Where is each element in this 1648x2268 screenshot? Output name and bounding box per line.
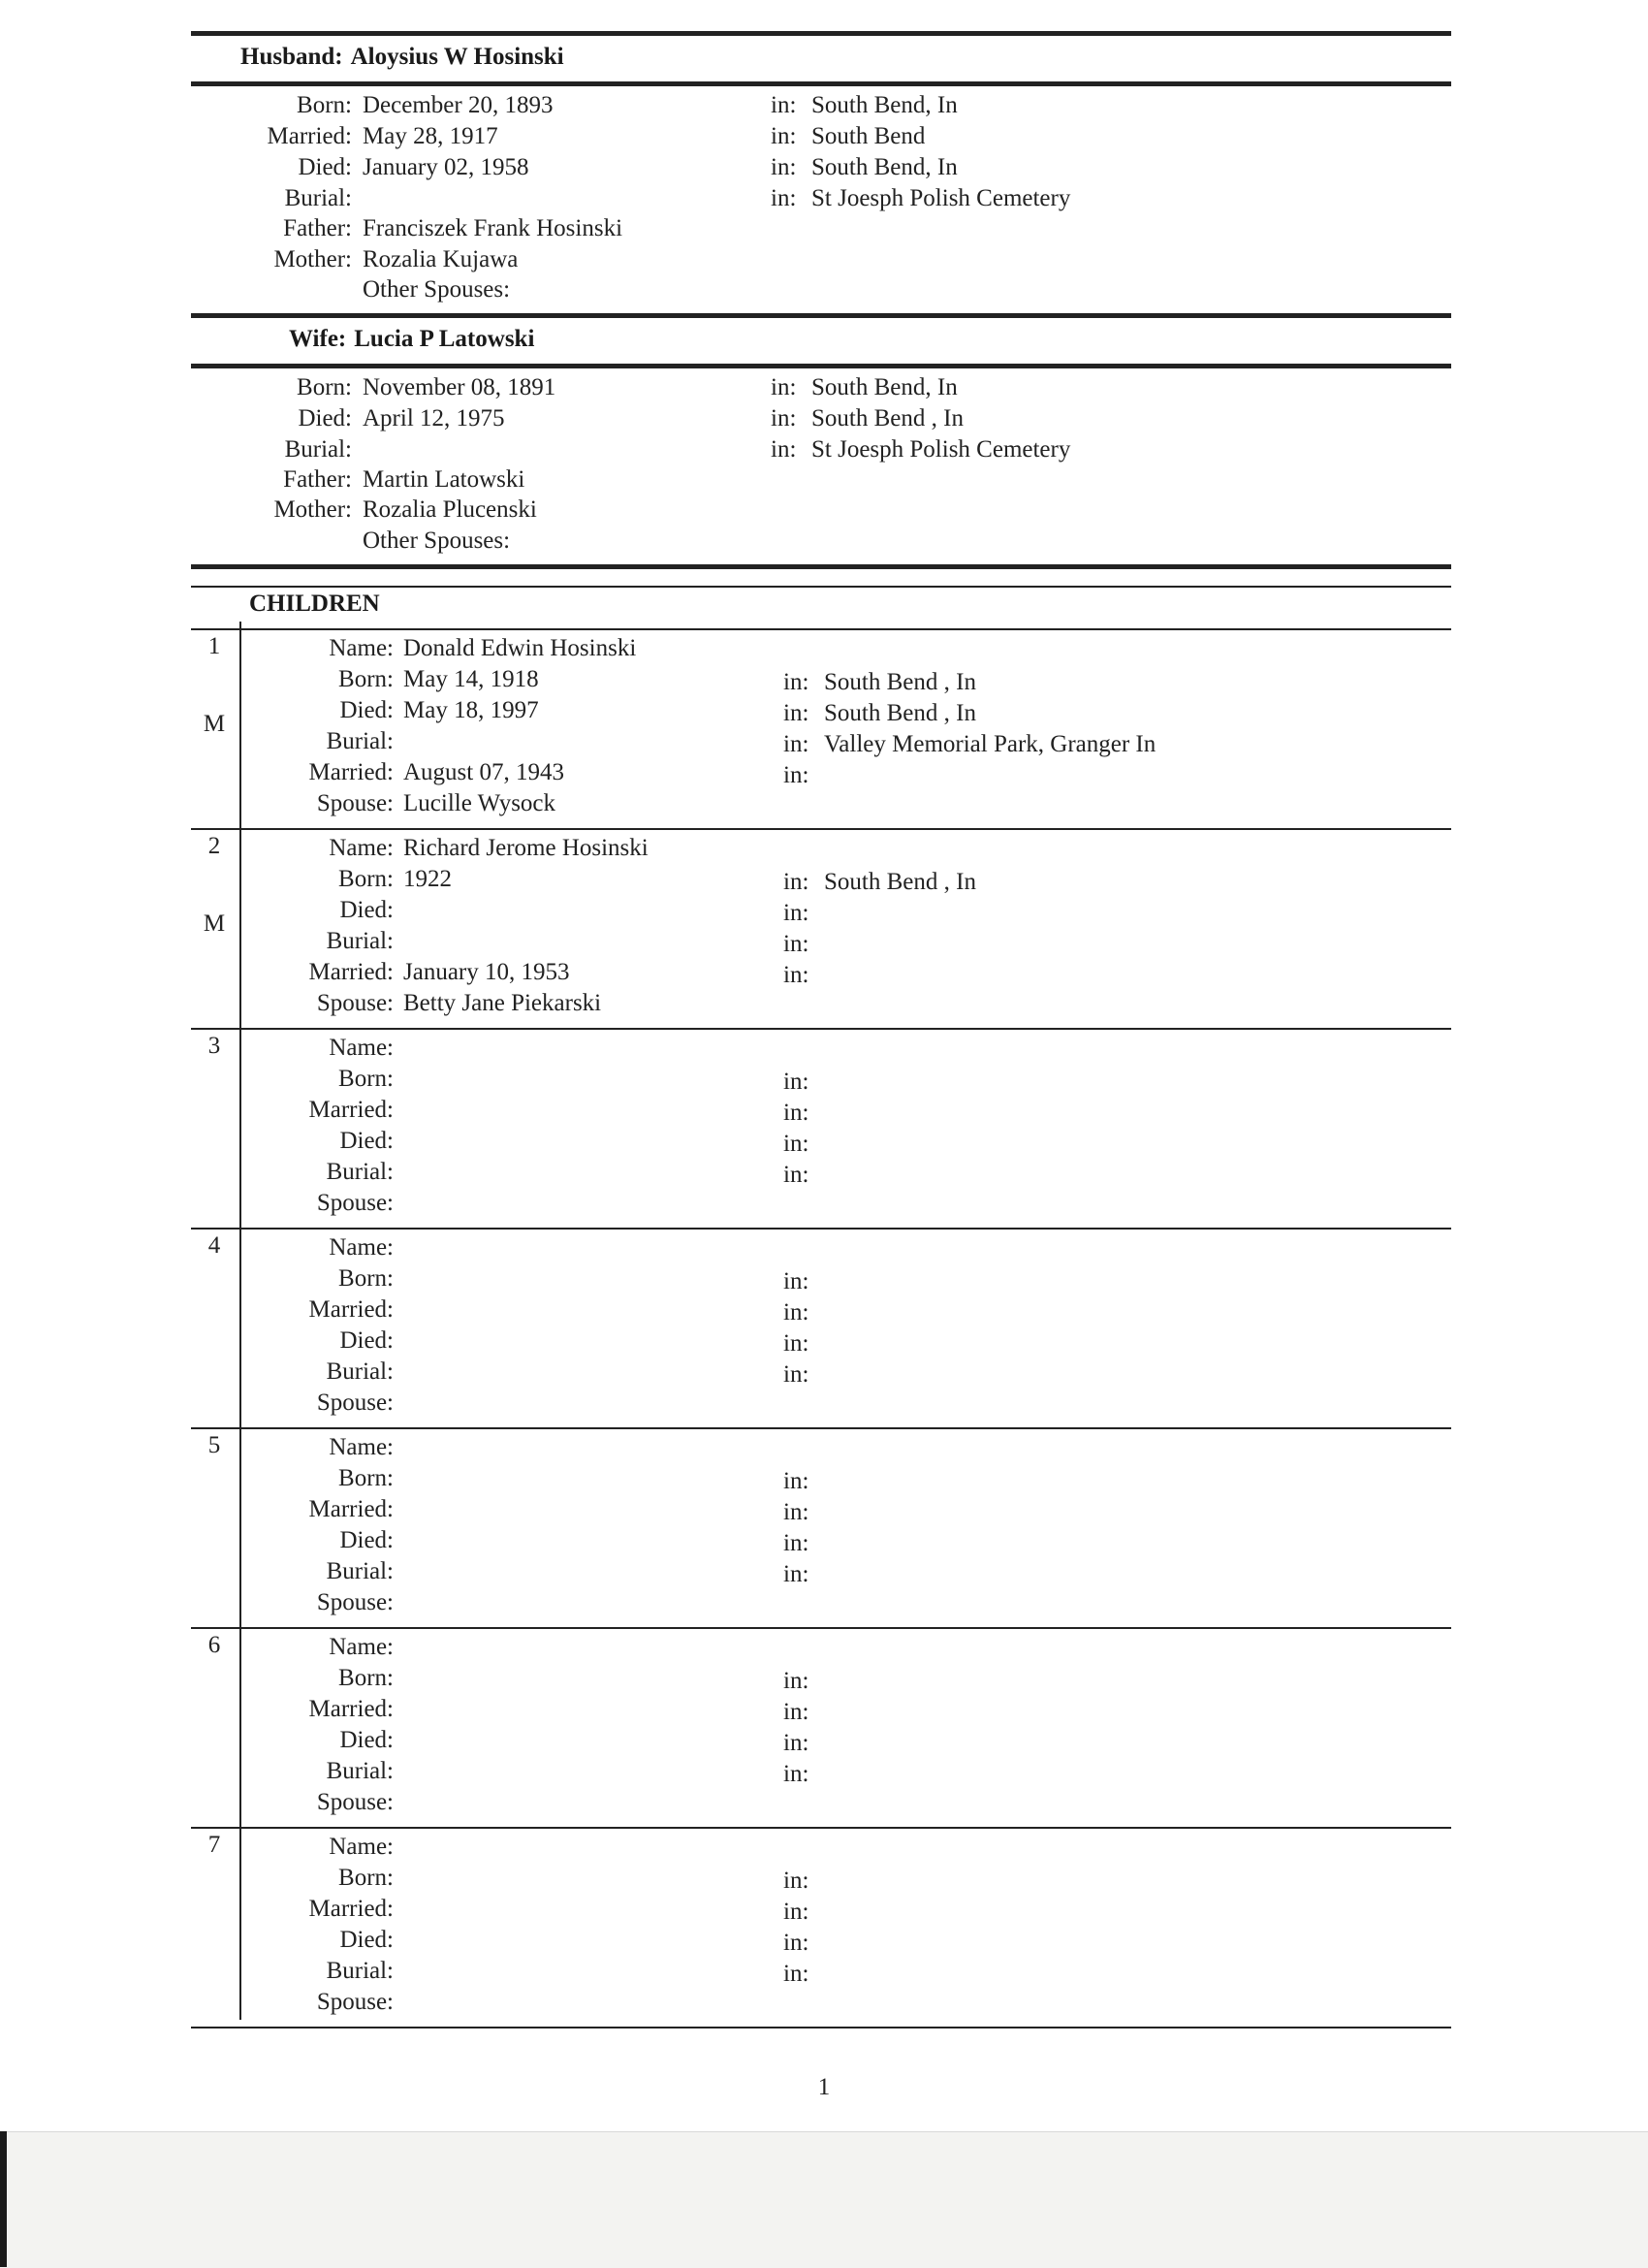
husband-born-date: December 20, 1893 [363,92,554,118]
child-field-label: Name: [329,835,394,861]
child-field-label: Married: [308,1896,394,1922]
child-field-label: Burial: [326,1558,394,1584]
child-field-value: May 18, 1997 [403,697,539,723]
child-in-label: in: [783,1730,809,1756]
scanner-background [0,2131,1648,2268]
children-divider-line [239,622,241,2020]
wife-top-rule [191,313,1451,318]
child-field-label: Spouse: [316,1190,394,1216]
husband-married-date: May 28, 1917 [363,123,498,149]
child-sex: M [203,910,226,937]
child-in-label: in: [783,1761,809,1787]
child-number: 1 [207,633,221,659]
wife-heading [289,325,534,354]
wife-died-date: April 12, 1975 [363,405,505,431]
child-in-label: in: [783,1330,809,1357]
child-in-label: in: [783,1361,809,1388]
child-field-label: Died: [339,697,394,723]
wife-born-place: South Bend, In [811,374,958,400]
child-separator-rule [191,1028,1451,1030]
children-top-rule [191,564,1451,569]
child-place: South Bend , In [824,869,976,895]
husband-burial-label: Burial: [284,185,352,211]
top-rule [191,31,1451,36]
child-field-label: Born: [338,1066,394,1092]
child-field-label: Burial: [326,1159,394,1185]
husband-married-in-label: in: [771,123,797,149]
wife-father-label: Father: [283,466,352,493]
child-in-label: in: [783,962,809,988]
child-in-label: in: [783,1699,809,1725]
child-field-label: Spouse: [316,1989,394,2015]
husband-died-in-label: in: [771,154,797,180]
child-in-label: in: [783,1468,809,1494]
child-separator-rule [191,828,1451,830]
child-field-label: Born: [338,666,394,692]
children-heading-rule [191,628,1451,630]
child-field-label: Name: [329,1634,394,1660]
child-field-label: Name: [329,1834,394,1860]
wife-burial-label: Burial: [284,436,352,463]
child-sex: M [203,711,226,737]
child-in-label: in: [783,1162,809,1188]
husband-rule [191,81,1451,86]
child-in-label: in: [783,931,809,957]
child-in-label: in: [783,1930,809,1956]
child-in-label: in: [783,900,809,926]
child-number: 2 [207,833,221,859]
child-number: 6 [207,1632,221,1658]
wife-burial-place: St Joesph Polish Cemetery [811,436,1071,463]
child-field-label: Married: [308,1097,394,1123]
child-separator-rule [191,1228,1451,1230]
wife-father: Martin Latowski [363,466,525,493]
husband-born-place: South Bend, In [811,92,958,118]
child-field-label: Burial: [326,928,394,954]
page-number: 1 [817,2074,831,2100]
child-in-label: in: [783,869,809,895]
child-field-label: Born: [338,1465,394,1491]
wife-born-date: November 08, 1891 [363,374,556,400]
husband-burial-place: St Joesph Polish Cemetery [811,185,1071,211]
child-field-value: May 14, 1918 [403,666,539,692]
husband-heading-label: Husband: [240,44,343,70]
child-field-label: Died: [339,1527,394,1553]
child-field-label: Burial: [326,1758,394,1784]
child-place: South Bend , In [824,700,976,726]
child-in-label: in: [783,1299,809,1326]
husband-born-in-label: in: [771,92,797,118]
child-in-label: in: [783,1100,809,1126]
child-field-label: Married: [308,1496,394,1522]
child-in-label: in: [783,1069,809,1095]
child-in-label: in: [783,1961,809,1987]
husband-other-spouses-label: Other Spouses: [363,276,511,303]
husband-died-label: Died: [298,154,352,180]
child-in-label: in: [783,731,809,757]
child-field-label: Died: [339,1128,394,1154]
child-in-label: in: [783,1268,809,1294]
child-field-value: August 07, 1943 [403,759,564,785]
children-heading: CHILDREN [249,591,380,617]
husband-father-label: Father: [283,215,352,241]
child-place: South Bend , In [824,669,976,695]
child-field-label: Died: [339,1927,394,1953]
child-field-label: Spouse: [316,1390,394,1416]
husband-born-label: Born: [297,92,352,118]
wife-other-spouses-label: Other Spouses: [363,527,511,554]
child-field-label: Married: [308,1696,394,1722]
child-separator-rule [191,2027,1451,2028]
wife-died-place: South Bend , In [811,405,964,431]
child-field-label: Born: [338,1665,394,1691]
child-field-label: Died: [339,1727,394,1753]
child-in-label: in: [783,1499,809,1525]
child-field-label: Born: [338,1265,394,1292]
child-field-label: Name: [329,635,394,661]
child-field-label: Spouse: [316,790,394,816]
husband-father: Franciszek Frank Hosinski [363,215,623,241]
child-field-label: Spouse: [316,990,394,1016]
child-separator-rule [191,1827,1451,1829]
child-field-label: Married: [308,959,394,985]
child-in-label: in: [783,700,809,726]
child-field-value: January 10, 1953 [403,959,570,985]
husband-died-place: South Bend, In [811,154,958,180]
child-field-label: Married: [308,759,394,785]
wife-died-in-label: in: [771,405,797,431]
child-field-value: Betty Jane Piekarski [403,990,602,1016]
child-in-label: in: [783,762,809,788]
child-field-label: Died: [339,1327,394,1354]
husband-married-place: South Bend [811,123,926,149]
child-field-label: Married: [308,1296,394,1323]
scanner-edge-shadow [0,2131,7,2267]
child-in-label: in: [783,1868,809,1894]
wife-died-label: Died: [298,405,352,431]
child-in-label: in: [783,1131,809,1157]
child-number: 7 [207,1832,221,1858]
wife-born-in-label: in: [771,374,797,400]
wife-heading-label: Wife: [289,326,347,352]
child-field-value: Lucille Wysock [403,790,556,816]
husband-mother-label: Mother: [273,246,352,272]
child-field-value: Donald Edwin Hosinski [403,635,637,661]
child-in-label: in: [783,1668,809,1694]
child-in-label: in: [783,1561,809,1587]
child-number: 3 [207,1033,221,1059]
wife-mother: Rozalia Plucenski [363,496,537,523]
child-in-label: in: [783,1899,809,1925]
wife-mother-label: Mother: [273,496,352,523]
child-in-label: in: [783,1530,809,1556]
child-field-label: Name: [329,1035,394,1061]
child-number: 5 [207,1432,221,1458]
husband-married-label: Married: [267,123,352,149]
wife-rule [191,364,1451,368]
child-separator-rule [191,1427,1451,1429]
child-field-label: Born: [338,866,394,892]
child-field-value: Richard Jerome Hosinski [403,835,649,861]
husband-mother: Rozalia Kujawa [363,246,519,272]
child-field-label: Burial: [326,1958,394,1984]
child-field-label: Burial: [326,728,394,754]
husband-burial-in-label: in: [771,185,797,211]
husband-died-date: January 02, 1958 [363,154,529,180]
child-separator-rule [191,1627,1451,1629]
child-field-value: 1922 [403,866,452,892]
children-top-rule-2 [191,586,1451,588]
child-in-label: in: [783,669,809,695]
husband-name: Aloysius W Hosinski [350,44,564,70]
child-field-label: Name: [329,1234,394,1261]
child-number: 4 [207,1232,221,1259]
wife-born-label: Born: [297,374,352,400]
child-field-label: Born: [338,1865,394,1891]
husband-heading [240,43,564,72]
child-field-label: Spouse: [316,1589,394,1615]
wife-burial-in-label: in: [771,436,797,463]
child-field-label: Burial: [326,1358,394,1385]
child-field-label: Name: [329,1434,394,1460]
child-field-label: Died: [339,897,394,923]
wife-name: Lucia P Latowski [354,326,535,352]
child-field-label: Spouse: [316,1789,394,1815]
child-place: Valley Memorial Park, Granger In [824,731,1157,757]
